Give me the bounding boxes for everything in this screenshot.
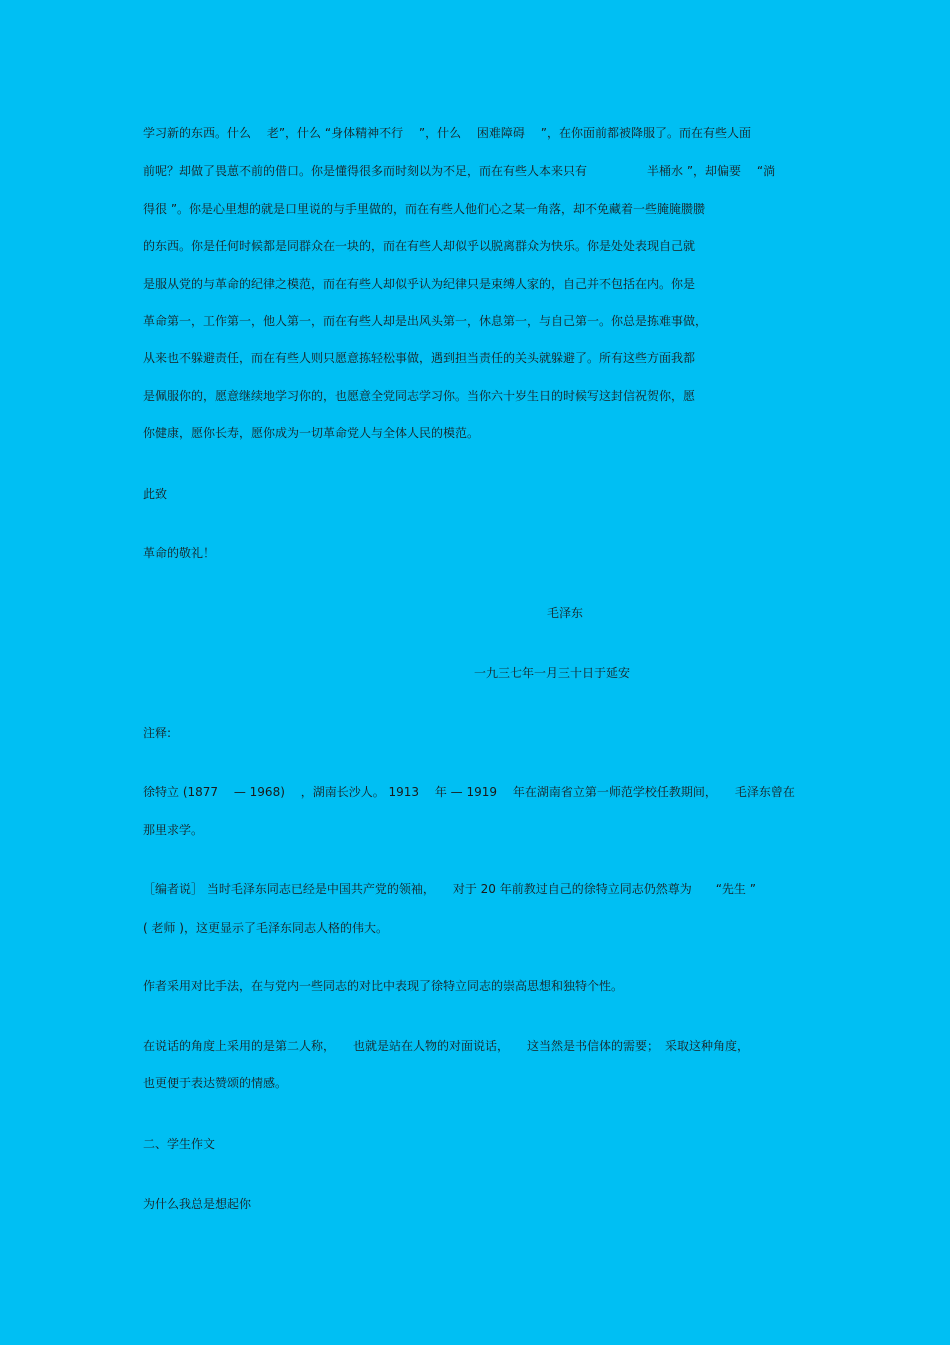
letter-line-1: 学习新的东西。什么 老”，什么 “身体精神不行 ”，什么 困难障碍 ”，在你面前都被降服了。而在有些人面 [143,126,751,140]
section-heading: 二、学生作文 [143,1137,216,1151]
letter-line-9: 你健康，愿你长寿，愿你成为一切革命党人与全体人民的模范。 [143,426,480,440]
signature: 毛泽东 [547,606,584,620]
letter-line-5: 是服从党的与革命的纪律之模范，而在有些人却似乎认为纪律只是束缚人家的，自己并不包括在内。你是 [143,277,696,291]
closing: 此致 [143,487,168,501]
letter-line-2: 前呢？却做了畏葸不前的借口。你是懂得很多而时刻以为不足，而在有些人本来只有 半桶水 ”，却偏要 “淌 [143,164,776,178]
comment-1: 作者采用对比手法，在与党内一些同志的对比中表现了徐特立同志的崇高思想和独特个性。 [143,979,624,993]
essay-title: 为什么我总是想起你 [143,1197,252,1211]
note-line-1: 徐特立 (1877 — 1968) ，湖南长沙人。 1913 年 — 1919 年在湖南省立第一师范学校任教期间， 毛泽东曾在 [143,785,795,799]
notes-label: 注释: [143,726,172,740]
letter-line-4: 的东西。你是任何时候都是同群众在一块的，而在有些人却似乎以脱离群众为快乐。你是处处表现自己就 [143,239,696,253]
editor-line-1: ［编者说］ 当时毛泽东同志已经是中国共产党的领袖， 对于 20 年前教过自己的徐特立同志仍然尊为 “先生 ” [143,882,756,896]
salutation: 革命的敬礼！ [143,546,216,560]
letter-line-7: 从来也不躲避责任，而在有些人则只愿意拣轻松事做，遇到担当责任的关头就躲避了。所有这些方面我都 [143,351,696,365]
letter-line-6: 革命第一，工作第一，他人第一，而在有些人却是出风头第一，休息第一，与自己第一。你总是拣难事做， [143,314,708,328]
comment-2-line-1: 在说话的角度上采用的是第二人称， 也就是站在人物的对面说话， 这当然是书信体的需要； 采取这种角度， [143,1039,750,1053]
letter-line-3: 得很 ”。你是心里想的就是口里说的与手里做的，而在有些人他们心之某一角落，却不免藏着一些腌腌臜臜 [143,202,706,216]
note-line-2: 那里求学。 [143,823,204,837]
editor-line-2: ( 老师 )，这更显示了毛泽东同志人格的伟大。 [143,921,388,935]
date: 一九三七年一月三十日于延安 [474,666,631,680]
letter-line-8: 是佩服你的，愿意继续地学习你的，也愿意全党同志学习你。当你六十岁生日的时候写这封信祝贺你，愿 [143,389,696,403]
comment-2-line-2: 也更便于表达赞颂的情感。 [143,1076,288,1090]
